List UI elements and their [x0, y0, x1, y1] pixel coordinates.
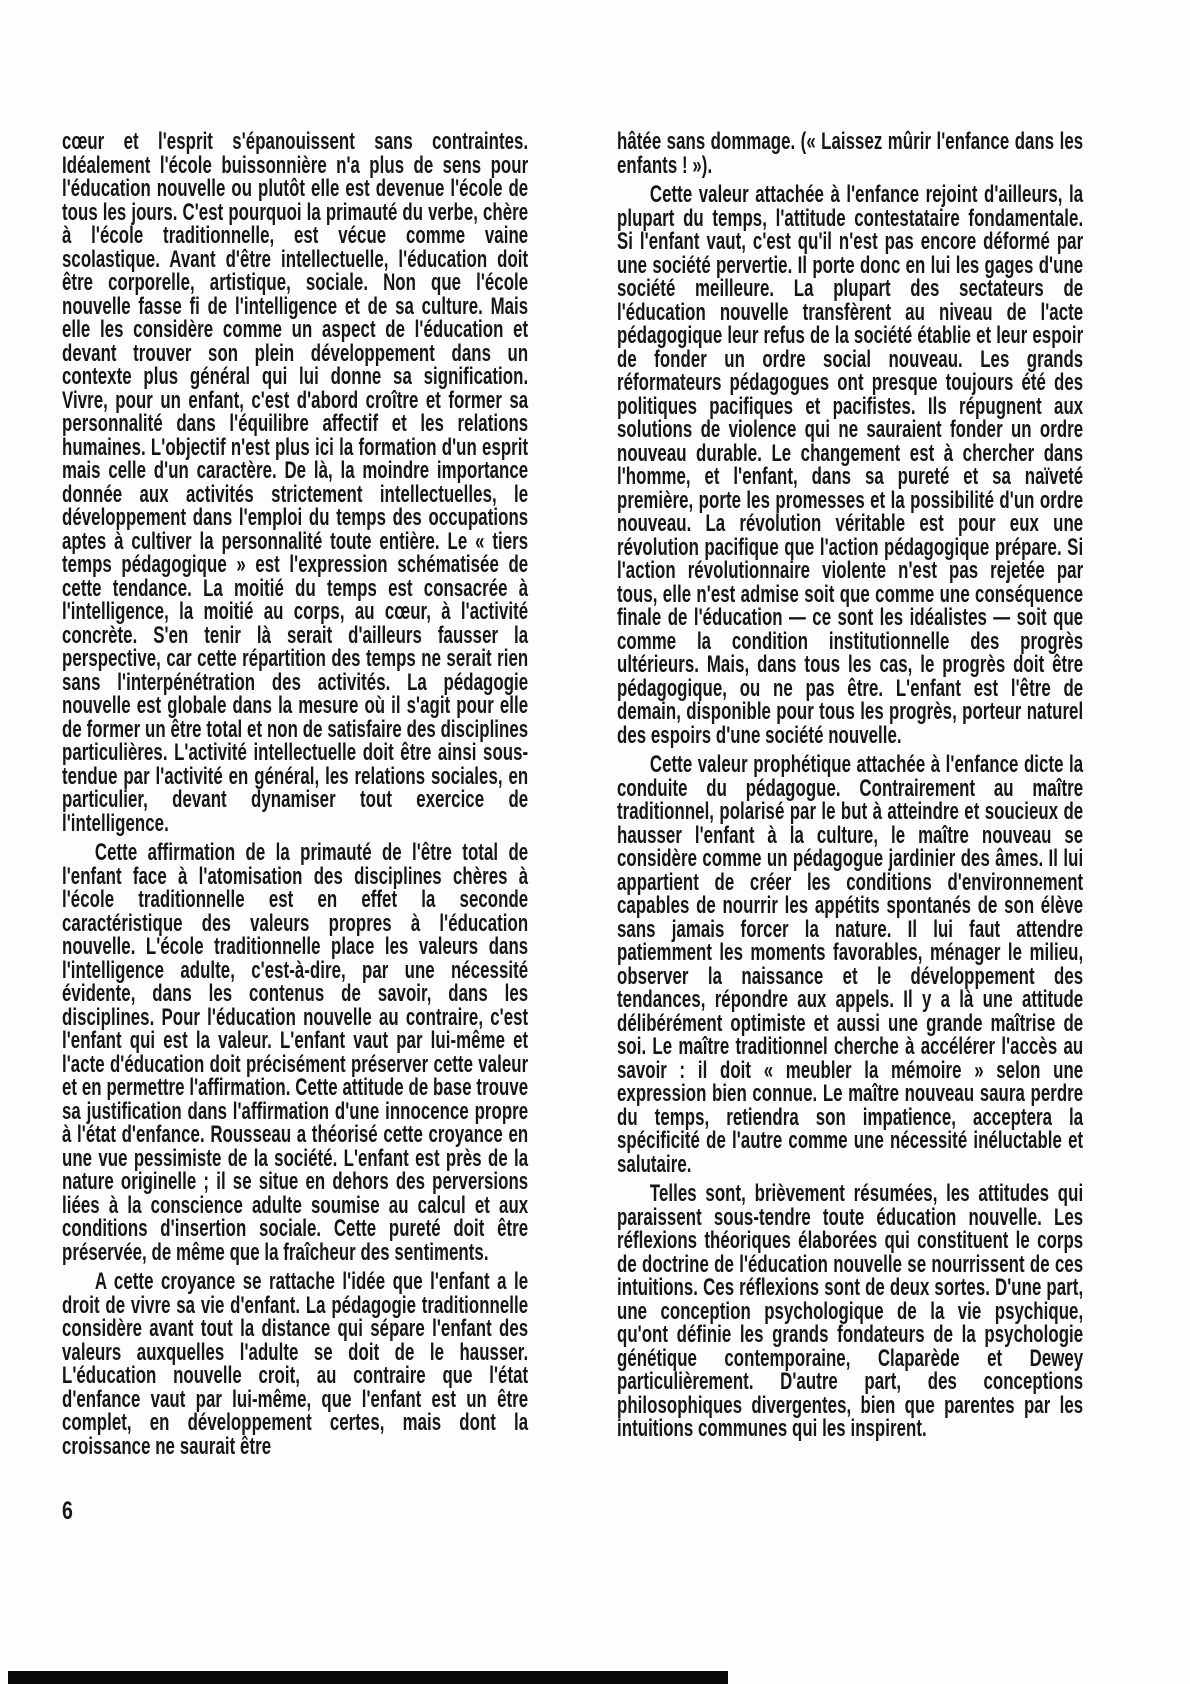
- paragraph: Cette valeur attachée à l'enfance rejoint d'ailleurs, la plupart du temps, l'attitude contestataire fondamentale. Si l'enfant vaut, c'est qu'il n'est pas encore déformé par une société pervertie. Il porte donc en lui les gages d'une société meilleure. La plupart des sectateurs de l'éducation nouvelle transfèrent au niveau de l'acte pédagogique leur refus de la société établie et leur espoir de fonder un ordre social nouveau. Les grands réformateurs pédagogues ont presque toujours été des politiques pacifiques et pacifistes. Ils répugnent aux solutions de violence qui ne sauraient fonder un ordre nouveau durable. Le changement est à chercher dans l'homme, et l'enfant, dans sa pureté et sa naïveté première, porte les promesses et la possibilité d'un ordre nouveau. La révolution véritable est pour eux une révolution pacifique que l'action pédagogique prépare. Si l'action révolutionnaire violente n'est pas rejetée par tous, elle n'est admise soit que comme une conséquence finale de l'éducation — ce sont les idéalistes — soit que comme la condition institutionnelle des progrès ultérieurs. Mais, dans tous les cas, le progrès doit être pédagogique, ou ne pas être. L'enfant est l'être de demain, disponible pour tous les progrès, porteur naturel des espoirs d'une société nouvelle.: [617, 181, 1084, 749]
- paragraph: Cette affirmation de la primauté de l'être total de l'enfant face à l'atomisation des disciplines chères à l'école traditionnelle est en effet la seconde caractéristique des valeurs propres à l'éducation nouvelle. L'école traditionnelle place les valeurs dans l'intelligence adulte, c'est-à-dire, par une nécessité évidente, dans les contenus de savoir, dans les disciplines. Pour l'éducation nouvelle au contraire, c'est l'enfant qui est la valeur. L'enfant vaut par lui-même et l'acte d'éducation doit précisément préserver cette valeur et en permettre l'affirmation. Cette attitude de base trouve sa justification dans l'affirmation d'une innocence propre à l'état d'enfance. Rousseau a théorisé cette croyance en une vue pessimiste de la société. L'enfant est près de la nature originelle ; il se situe en dehors des perversions liées à la conscience adulte soumise au calcul et aux conditions d'insertion sociale. Cette pureté doit être préservée, de même que la fraîcheur des sentiments.: [62, 839, 529, 1266]
- right-column: [617, 130, 1083, 1447]
- paragraph: cœur et l'esprit s'épanouissent sans contraintes. Idéalement l'école buissonnière n'a plus de sens pour l'éducation nouvelle ou plutôt elle est devenue l'école de tous les jours. C'est pourquoi la primauté du verbe, chère à l'école traditionnelle, est vécue comme vaine scolastique. Avant d'être intellectuelle, l'éducation doit être corporelle, artistique, sociale. Non que l'école nouvelle fasse fi de l'intelligence et de sa culture. Mais elle les considère comme un aspect de l'éducation et devant trouver son plein développement dans un contexte plus général qui lui donne sa signification. Vivre, pour un enfant, c'est d'abord croître et former sa personnalité dans l'équilibre affectif et les relations humaines. L'objectif n'est plus ici la formation d'un esprit mais celle d'un caractère. De là, la moindre importance donnée aux activités strictement intellectuelles, le développement dans l'emploi du temps des occupations aptes à cultiver la personnalité toute entière. Le « tiers temps pédagogique » est l'expression schématisée de cette tendance. La moitié du temps est consacrée à l'intelligence, la moitié au corps, au cœur, à l'activité concrète. S'en tenir là serait d'ailleurs fausser la perspective, car cette répartition des temps ne serait rien sans l'interpénétration des activités. La pédagogie nouvelle est globale dans la mesure où il s'agit pour elle de former un être total et non de satisfaire des disciplines particulières. L'activité intellectuelle doit être ainsi sous-tendue par l'activité en général, les relations sociales, en particulier, devant dynamiser tout exercice de l'intelligence.: [62, 128, 529, 837]
- paragraph: A cette croyance se rattache l'idée que l'enfant a le droit de vivre sa vie d'enfant. La pédagogie traditionnelle considère avant tout la distance qui sépare l'enfant des valeurs auxquelles l'adulte se doit de le hausser. L'éducation nouvelle croit, au contraire que l'état d'enfance vaut par lui-même, que l'enfant est un être complet, en développement certes, mais dont la croissance ne saurait être: [62, 1268, 529, 1460]
- paragraph: hâtée sans dommage. (« Laissez mûrir l'enfance dans les enfants ! »).: [617, 128, 1084, 179]
- paragraph: Telles sont, brièvement résumées, les attitudes qui paraissent sous-tendre toute éducation nouvelle. Les réflexions théoriques élaborées qui constituent le corps de doctrine de l'éducation nouvelle se nourrissent de ces intuitions. Ces réflexions sont de deux sortes. D'une part, une conception psychologique de la vie psychique, qu'ont définie les grands fondateurs de la psychologie génétique contemporaine, Claparède et Dewey particulièrement. D'autre part, des conceptions philosophiques divergentes, bien que parentes par les intuitions communes qui les inspirent.: [617, 1180, 1084, 1442]
- left-column: [62, 130, 528, 1464]
- paragraph: Cette valeur prophétique attachée à l'enfance dicte la conduite du pédagogue. Contrairement au maître traditionnel, polarisé par le but à atteindre et soucieux de hausser l'enfant à la culture, le maître nouveau se considère comme un pédagogue jardinier des âmes. Il lui appartient de créer les conditions d'environnement capables de nourrir les appétits spontanés de son élève sans jamais forcer la nature. Il lui faut attendre patiemment les moments favorables, ménager le milieu, observer la naissance et le développement des tendances, répondre aux appels. Il y a là une attitude délibérément optimiste et aussi une grande maîtrise de soi. Le maître traditionnel cherche à accélérer l'accès au savoir : il doit « meubler la mémoire » selon une expression bien connue. Le maître nouveau saura perdre du temps, retiendra son impatience, acceptera la spécificité de l'autre comme une nécessité inéluctable et salutaire.: [617, 751, 1084, 1178]
- scan-artifact-bar: [8, 1671, 728, 1684]
- page-number: 6: [62, 1497, 73, 1525]
